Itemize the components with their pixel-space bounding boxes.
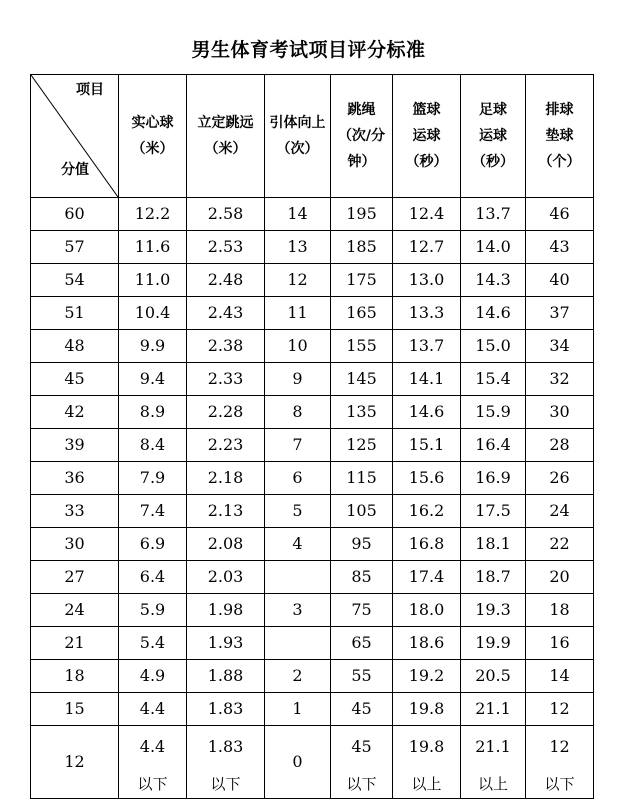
column-header-line: （米）	[131, 141, 174, 157]
column-header-line: 跳绳	[347, 102, 376, 118]
score-table	[30, 74, 594, 799]
column-header	[461, 75, 526, 198]
table-cell: 15.9	[461, 396, 526, 429]
table-cell	[265, 627, 331, 660]
table-cell: 2.13	[187, 495, 265, 528]
table-cell: 45	[331, 693, 393, 726]
table-cell: 2.28	[187, 396, 265, 429]
column-header-line: 垫球	[545, 128, 574, 144]
table-cell: 12.7	[393, 231, 461, 264]
table-row	[31, 660, 594, 693]
table-cell: 7.9	[119, 462, 187, 495]
table-row	[31, 198, 594, 231]
table-cell: 1.83	[187, 693, 265, 726]
column-header-text	[119, 110, 186, 162]
table-row	[31, 363, 594, 396]
table-cell	[331, 726, 393, 799]
table-row	[31, 462, 594, 495]
table-row-last	[31, 726, 594, 799]
cell-note: 以上	[477, 774, 508, 793]
table-cell: 20	[526, 561, 594, 594]
table-cell: 2.43	[187, 297, 265, 330]
score-cell: 57	[31, 231, 119, 264]
table-cell: 12.2	[119, 198, 187, 231]
table-cell: 2.38	[187, 330, 265, 363]
cell-note: 以下	[346, 774, 377, 793]
score-cell: 18	[31, 660, 119, 693]
corner-label-score: 分值	[61, 162, 89, 178]
table-cell: 1.88	[187, 660, 265, 693]
table-cell: 13.3	[393, 297, 461, 330]
cell-note: 以下	[544, 774, 575, 793]
table-row	[31, 330, 594, 363]
score-cell: 45	[31, 363, 119, 396]
table-cell: 18.7	[461, 561, 526, 594]
cell-value: 21.1	[475, 736, 511, 756]
table-cell: 2.08	[187, 528, 265, 561]
table-cell: 30	[526, 396, 594, 429]
page-title: 男生体育考试项目评分标准	[191, 39, 426, 61]
column-header-line: 实心球	[131, 115, 174, 131]
column-header-line: 引体向上	[269, 115, 326, 131]
table-cell: 15.0	[461, 330, 526, 363]
table-row	[31, 561, 594, 594]
column-header-line: 立定跳远	[197, 115, 254, 131]
table-cell: 14.3	[461, 264, 526, 297]
table-cell: 2.58	[187, 198, 265, 231]
table-cell: 21.1	[461, 693, 526, 726]
table-cell: 2	[265, 660, 331, 693]
table-cell: 185	[331, 231, 393, 264]
table-cell: 4	[265, 528, 331, 561]
table-cell: 15.6	[393, 462, 461, 495]
column-header	[187, 75, 265, 198]
column-header-line: （秒）	[405, 154, 448, 170]
score-cell: 42	[31, 396, 119, 429]
table-row	[31, 297, 594, 330]
table-cell: 15.1	[393, 429, 461, 462]
table-cell: 2.18	[187, 462, 265, 495]
header-row	[31, 75, 594, 198]
column-header-line: 运球	[412, 128, 441, 144]
table-cell: 5	[265, 495, 331, 528]
table-body	[31, 75, 594, 799]
table-cell: 7	[265, 429, 331, 462]
cell-value: 1.83	[207, 736, 244, 756]
cell-note: 以上	[411, 774, 442, 793]
table-cell: 16.8	[393, 528, 461, 561]
column-header-text	[526, 97, 593, 175]
column-header-line: 运球	[479, 128, 507, 144]
table-cell: 95	[331, 528, 393, 561]
diagonal-divider	[31, 75, 118, 197]
table-cell: 0	[265, 726, 331, 799]
score-cell: 54	[31, 264, 119, 297]
table-cell: 17.4	[393, 561, 461, 594]
table-cell: 16.4	[461, 429, 526, 462]
table-cell: 9	[265, 363, 331, 396]
cell-value: 12	[549, 736, 570, 756]
table-cell: 15.4	[461, 363, 526, 396]
column-header	[331, 75, 393, 198]
score-cell: 24	[31, 594, 119, 627]
table-cell: 19.3	[461, 594, 526, 627]
score-cell: 48	[31, 330, 119, 363]
table-cell: 7.4	[119, 495, 187, 528]
cell-value: 4.4	[139, 736, 166, 756]
column-header	[526, 75, 594, 198]
table-cell: 4.4	[119, 693, 187, 726]
cell-value: 45	[351, 736, 372, 756]
table-cell: 26	[526, 462, 594, 495]
table-cell: 14.6	[461, 297, 526, 330]
table-cell: 40	[526, 264, 594, 297]
table-cell: 16	[526, 627, 594, 660]
column-header-text	[187, 110, 264, 162]
table-cell: 8	[265, 396, 331, 429]
column-header-text	[461, 97, 525, 175]
table-cell: 34	[526, 330, 594, 363]
score-cell: 27	[31, 561, 119, 594]
score-cell: 39	[31, 429, 119, 462]
table-cell: 5.4	[119, 627, 187, 660]
table-cell: 1.98	[187, 594, 265, 627]
column-header-text	[393, 97, 460, 175]
table-row	[31, 594, 594, 627]
table-cell: 6.9	[119, 528, 187, 561]
table-cell: 195	[331, 198, 393, 231]
table-cell: 55	[331, 660, 393, 693]
table-cell: 43	[526, 231, 594, 264]
table-cell: 20.5	[461, 660, 526, 693]
table-row	[31, 627, 594, 660]
column-header-line: 排球	[545, 102, 574, 118]
table-cell: 14.6	[393, 396, 461, 429]
table-row	[31, 231, 594, 264]
cell-note: 以下	[137, 774, 168, 793]
column-header	[265, 75, 331, 198]
table-row	[31, 495, 594, 528]
table-cell	[461, 726, 526, 799]
table-cell: 6	[265, 462, 331, 495]
column-header-line: （次/分	[337, 128, 386, 144]
table-cell: 8.4	[119, 429, 187, 462]
score-cell: 21	[31, 627, 119, 660]
table-cell: 85	[331, 561, 393, 594]
table-cell: 28	[526, 429, 594, 462]
table-cell: 6.4	[119, 561, 187, 594]
table-cell: 14	[265, 198, 331, 231]
table-cell: 9.9	[119, 330, 187, 363]
column-header-line: 篮球	[412, 102, 441, 118]
table-cell: 18.0	[393, 594, 461, 627]
table-cell: 13.7	[461, 198, 526, 231]
table-cell: 10	[265, 330, 331, 363]
table-row	[31, 396, 594, 429]
table-cell: 18.1	[461, 528, 526, 561]
table-cell: 13.7	[393, 330, 461, 363]
table-cell: 18	[526, 594, 594, 627]
table-cell: 19.9	[461, 627, 526, 660]
column-header-line: （次）	[276, 141, 319, 157]
table-cell: 16.2	[393, 495, 461, 528]
table-cell: 9.4	[119, 363, 187, 396]
table-cell: 11	[265, 297, 331, 330]
table-cell: 5.9	[119, 594, 187, 627]
table-cell: 115	[331, 462, 393, 495]
score-cell: 12	[31, 726, 119, 799]
score-cell: 15	[31, 693, 119, 726]
table-cell: 8.9	[119, 396, 187, 429]
score-cell: 33	[31, 495, 119, 528]
corner-header-cell	[31, 75, 119, 198]
table-cell	[526, 726, 594, 799]
table-cell: 14	[526, 660, 594, 693]
column-header-line: （米）	[204, 141, 247, 157]
table-cell: 2.03	[187, 561, 265, 594]
table-cell: 175	[331, 264, 393, 297]
table-cell: 14.0	[461, 231, 526, 264]
table-cell: 145	[331, 363, 393, 396]
table-cell: 105	[331, 495, 393, 528]
table-cell	[119, 726, 187, 799]
table-cell: 10.4	[119, 297, 187, 330]
table-row	[31, 429, 594, 462]
table-cell: 13.0	[393, 264, 461, 297]
score-cell: 60	[31, 198, 119, 231]
column-header-line: （秒）	[472, 154, 514, 170]
table-cell: 4.9	[119, 660, 187, 693]
table-cell: 12.4	[393, 198, 461, 231]
column-header-text	[331, 97, 392, 175]
table-row	[31, 693, 594, 726]
table-cell: 2.53	[187, 231, 265, 264]
table-cell: 46	[526, 198, 594, 231]
score-cell: 30	[31, 528, 119, 561]
table-cell: 2.48	[187, 264, 265, 297]
table-cell: 11.6	[119, 231, 187, 264]
corner-label-item: 项目	[76, 82, 104, 98]
table-cell: 22	[526, 528, 594, 561]
cell-value: 19.8	[408, 736, 445, 756]
cell-note: 以下	[210, 774, 241, 793]
table-cell: 1.93	[187, 627, 265, 660]
table-cell: 75	[331, 594, 393, 627]
table-cell: 12	[265, 264, 331, 297]
table-row	[31, 264, 594, 297]
table-cell: 2.33	[187, 363, 265, 396]
table-cell: 32	[526, 363, 594, 396]
column-header-line: 足球	[479, 102, 507, 118]
score-cell: 36	[31, 462, 119, 495]
table-cell: 18.6	[393, 627, 461, 660]
table-cell: 2.23	[187, 429, 265, 462]
table-cell: 37	[526, 297, 594, 330]
table-cell: 14.1	[393, 363, 461, 396]
score-cell: 51	[31, 297, 119, 330]
table-cell	[265, 561, 331, 594]
table-cell: 3	[265, 594, 331, 627]
table-cell: 1	[265, 693, 331, 726]
table-cell: 19.8	[393, 693, 461, 726]
column-header	[119, 75, 187, 198]
table-cell: 135	[331, 396, 393, 429]
table-cell	[187, 726, 265, 799]
column-header-line: （个）	[538, 154, 581, 170]
table-cell: 125	[331, 429, 393, 462]
table-cell: 13	[265, 231, 331, 264]
table-cell: 16.9	[461, 462, 526, 495]
table-cell: 155	[331, 330, 393, 363]
column-header-line: 钟）	[347, 154, 376, 170]
column-header	[393, 75, 461, 198]
table-cell: 65	[331, 627, 393, 660]
table-cell: 11.0	[119, 264, 187, 297]
table-cell	[393, 726, 461, 799]
table-row	[31, 528, 594, 561]
table-cell: 12	[526, 693, 594, 726]
table-cell: 17.5	[461, 495, 526, 528]
table-cell: 165	[331, 297, 393, 330]
table-cell: 24	[526, 495, 594, 528]
column-header-text	[265, 110, 330, 162]
table-cell: 19.2	[393, 660, 461, 693]
